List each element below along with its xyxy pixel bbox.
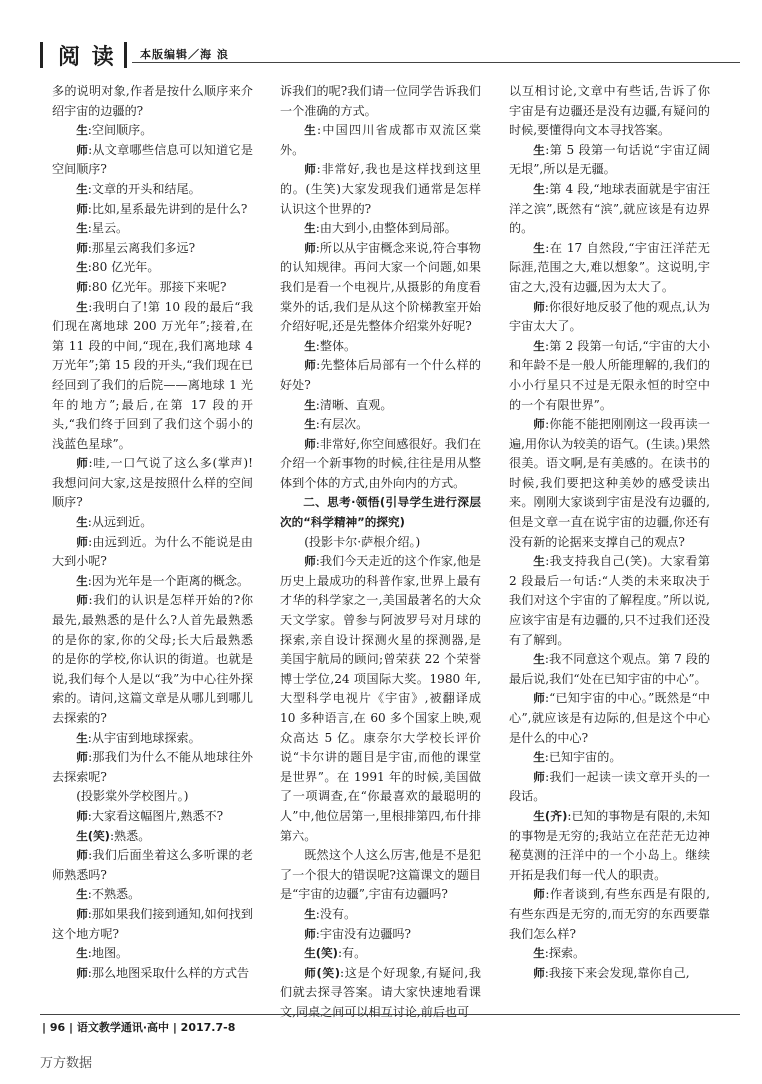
paragraph: [52, 905, 253, 944]
paragraph: (投影棠外学校图片。): [76, 789, 189, 804]
speech-text: :探索。: [544, 946, 586, 961]
footer-text: | 96 | 语文教学通讯·高中 | 2017.7-8: [42, 1021, 236, 1034]
paragraph: [52, 885, 253, 905]
paragraph: (投影卡尔·萨根介绍。): [304, 534, 421, 549]
paragraph: [52, 944, 253, 964]
paragraph: [280, 239, 481, 337]
speaker-label: 师: [76, 201, 88, 216]
speaker-label: 生(齐): [533, 808, 568, 823]
speech-text: :在 17 自然段,“宇宙汪洋茫无际涯,范围之大,难以想象”。这说明,宇宙之大,没有边疆,因为太大了。: [509, 240, 710, 294]
paragraph: 既然这个人这么厉害,他是不是犯了一个很大的错误呢?这篇课文的题目是“宇宙的边疆”,宇宙有边疆吗?: [280, 848, 481, 902]
speaker-label: 生: [533, 142, 546, 157]
paragraph: [280, 121, 481, 160]
speech-text: :作者谈到,有些东西是有限的,有些东西是无穷的,而无穷的东西要靠我们怎么样?: [509, 887, 710, 941]
speaker-label: 师: [304, 240, 316, 255]
speech-text: :我明白了!第 10 段的最后“我们现在离地球 200 万光年”;接着,在第 11 段的中间,“现在,我们离地球 4 万光年”;第 15 段的开头,“我们现在已经回到了我们的后院——离地球 1 光年的地方”;最后,在第 17 段的开头,“我们终于回到了我们这个弱小的浅蓝色星球”。: [52, 299, 253, 451]
speaker-label: 师: [533, 965, 545, 980]
paragraph: [52, 827, 253, 847]
speech-text: :清晰、直观。: [315, 397, 393, 412]
speaker-label: 生: [304, 123, 318, 138]
paragraph: [52, 533, 253, 572]
paragraph: [509, 552, 710, 650]
paragraph: [509, 415, 710, 552]
paragraph: [509, 650, 710, 689]
text-column-2: [280, 82, 481, 1019]
paragraph: [52, 748, 253, 787]
paragraph: [509, 689, 710, 748]
paragraph: [52, 298, 253, 455]
speech-text: :这是个好现象,有疑问,我们就去探寻答案。请大家快速地看课文,同桌之间可以相互讨论,前后也可: [280, 965, 481, 1019]
speech-text: :我接下来会发现,靠你自己,: [544, 965, 690, 980]
speaker-label: 师: [76, 240, 88, 255]
speaker-label: 生: [76, 181, 88, 196]
header-rule: [132, 62, 740, 63]
page-footer: [40, 1014, 740, 1036]
speaker-label: 生: [76, 221, 88, 236]
speaker-label: 生: [304, 397, 316, 412]
speech-text: :有层次。: [315, 417, 369, 432]
speaker-label: 生: [533, 652, 545, 667]
paragraph: [52, 729, 253, 749]
speaker-label: 师: [304, 926, 316, 941]
speech-text: :我们一起读一读文章开头的一段话。: [509, 769, 710, 804]
speech-text: :哇,一口气说了这么多(掌声)!我想问问大家,这是按照什么样的空间顺序?: [52, 456, 253, 510]
paragraph: [509, 885, 710, 944]
speech-text: :你能不能把刚刚这一段再读一遍,用你认为较美的语气。(生读。)果然很美。语文啊,是有美感的。在读书的时候,我们要把这种美妙的感受读出来。刚刚大家谈到宇宙是没有边疆的,但是文章一直在说宇宙的边疆,你还有没有新的论据来支撑自己的观点?: [509, 417, 710, 549]
footer-rule: [40, 1014, 740, 1015]
speech-text: :所以从宇宙概念来说,符合事物的认知规律。再问大家一个问题,如果我们是看一个电视片,从摄影的角度看棠外的话,我们是从这个阶梯教室开始介绍好呢,还是先整体介绍棠外好呢?: [280, 240, 481, 334]
paragraph: [52, 964, 253, 984]
paragraph: [280, 396, 481, 416]
speech-text: :第 5 段第一句话说“宇宙辽阔无垠”,所以是无疆。: [509, 142, 710, 177]
speaker-label: 生: [533, 338, 545, 353]
speech-text: :从宇宙到地球探索。: [87, 730, 201, 745]
paragraph: [52, 591, 253, 728]
speech-text: :我们后面坐着这么多听课的老师熟悉吗?: [52, 848, 253, 882]
speaker-label: 生: [304, 906, 316, 921]
speech-text: :你很好地反驳了他的观点,认为宇宙太大了。: [509, 299, 710, 334]
speech-text: :已知宇宙的。: [544, 750, 622, 765]
speech-text: :第 2 段第一句话,“宇宙的大小和年龄不是一般人所能理解的,我们的小小行星只不过是无限永恒的时空中的一个有限世界”。: [509, 338, 710, 412]
speaker-label: 师: [76, 279, 88, 294]
watermark: 万方数据: [40, 1056, 93, 1071]
speaker-label: 生: [533, 240, 546, 255]
speaker-label: 师: [304, 554, 316, 569]
paragraph: [52, 807, 253, 827]
speech-text: :由远到近。为什么不能说是由大到小呢?: [52, 534, 253, 569]
paragraph: [280, 219, 481, 239]
speaker-label: 生: [304, 221, 316, 236]
paragraph: [509, 298, 710, 337]
speaker-label: 生: [76, 887, 88, 902]
speaker-label: 生: [76, 515, 88, 530]
speaker-label: 师: [533, 769, 546, 784]
text-column-1: [52, 82, 253, 1004]
paragraph: 以互相讨论,文章中有些话,告诉了你宇宙是有边疆还是没有边疆,有疑问的时候,要懂得向文本寻找答案。: [509, 84, 710, 138]
speech-text: :80 亿光年。: [87, 260, 160, 275]
speaker-label: 生(笑): [76, 828, 110, 843]
speech-text: :空间顺序。: [87, 123, 153, 138]
paragraph: [280, 944, 481, 964]
speech-text: :有。: [337, 946, 367, 961]
paragraph: [509, 180, 710, 239]
speech-text: :地图。: [87, 946, 129, 961]
paragraph: [509, 337, 710, 415]
speech-text: :我不同意这个观点。第 7 段的最后说,我们“处在已知宇宙的中心”。: [509, 652, 710, 686]
paragraph: 多的说明对象,作者是按什么顺序来介绍宇宙的边疆的?: [52, 84, 253, 118]
paragraph: [509, 748, 710, 768]
speech-text: :我们的认识是怎样开始的?你最先,最熟悉的是什么?人首先最熟悉的是你的家,你的父母;长大后最熟悉的是你的学校,你认识的街道。也就是说,我们每个人是以“我”为中心往外探索的。请问,这篇文章是从哪儿到哪儿去探索的?: [52, 593, 253, 725]
paragraph: [280, 415, 481, 435]
paragraph: [52, 121, 253, 141]
speaker-label: 生(笑): [304, 946, 338, 961]
speaker-label: 师: [76, 750, 89, 765]
speaker-label: 师: [76, 142, 89, 157]
paragraph: [52, 200, 253, 220]
speaker-label: 师: [76, 456, 89, 471]
paragraph: [52, 454, 253, 513]
speech-text: :熟悉。: [109, 828, 151, 843]
speech-text: :从文章哪些信息可以知道它是空间顺序?: [52, 142, 253, 177]
speaker-label: 师: [76, 534, 89, 549]
paragraph: [509, 239, 710, 298]
speech-text: :非常好,我也是这样找到这里的。(生笑)大家发现我们通常是怎样认识这个世界的?: [280, 162, 481, 216]
speaker-label: 生: [76, 946, 88, 961]
speaker-label: 师: [533, 299, 545, 314]
section-title: 阅 读: [58, 45, 116, 70]
speaker-label: 师: [76, 965, 88, 980]
speaker-label: 生: [76, 730, 88, 745]
speaker-label: 师: [76, 593, 89, 608]
paragraph: [52, 219, 253, 239]
paragraph: [52, 141, 253, 180]
speech-text: :大家看这幅图片,熟悉不?: [87, 808, 224, 823]
speaker-label: 生: [533, 181, 545, 196]
speech-text: :宇宙没有边疆吗?: [315, 926, 412, 941]
editor-credit: 本版编辑／海 浪: [140, 48, 229, 61]
paragraph: [509, 141, 710, 180]
speech-text: :从远到近。: [87, 515, 153, 530]
paragraph: [52, 846, 253, 885]
paragraph: [509, 768, 710, 807]
speaker-label: 师: [304, 162, 317, 177]
speech-text: :中国四川省成都市双流区棠外。: [280, 123, 481, 157]
paragraph: [280, 356, 481, 395]
speech-text: :那我们为什么不能从地球往外去探索呢?: [52, 750, 253, 784]
section-heading: 二、思考·领悟(引导学生进行深层次的“科学精神”的探究): [280, 495, 481, 530]
page-header: [40, 40, 740, 76]
paragraph: 诉我们的呢?我们请一位同学告诉我们一个准确的方式。: [280, 84, 481, 118]
speaker-label: 生: [76, 299, 89, 314]
speaker-label: 师: [304, 358, 317, 373]
paragraph: [280, 925, 481, 945]
speech-text: :非常好,你空间感很好。我们在介绍一个新事物的时候,往往是用从整体到个体的方式,由外向内的方式。: [280, 436, 481, 490]
speaker-label: 生: [76, 260, 88, 275]
paragraph: [509, 964, 710, 984]
speech-text: :那如果我们接到通知,如何找到这个地方呢?: [52, 906, 253, 941]
speaker-label: 师: [533, 691, 546, 706]
speaker-label: 生: [76, 573, 88, 588]
speech-text: :不熟悉。: [87, 887, 141, 902]
speech-text: :星云。: [87, 221, 129, 236]
paragraph: [52, 278, 253, 298]
speech-text: :先整体后局部有一个什么样的好处?: [280, 358, 481, 392]
speech-text: :没有。: [315, 906, 357, 921]
speech-text: :“已知宇宙的中心。”既然是“中心”,就应该是有边际的,但是这个中心是什么的中心?: [509, 691, 710, 745]
paragraph: [52, 572, 253, 592]
speech-text: :已知的事物是有限的,未知的事物是无穷的;我站立在茫茫无边神秘莫测的汪洋中的一个小岛上。继续开拓是我们每一代人的职责。: [509, 808, 710, 882]
speaker-label: 生: [533, 946, 545, 961]
paragraph: [509, 807, 710, 885]
speech-text: :因为光年是一个距离的概念。: [87, 573, 250, 588]
paragraph: [280, 435, 481, 494]
speaker-label: 师: [533, 887, 546, 902]
speaker-label: 师: [533, 417, 546, 432]
speech-text: :那星云离我们多远?: [87, 240, 196, 255]
speech-text: :80 亿光年。那接下来呢?: [87, 279, 227, 294]
speaker-label: 师: [304, 436, 316, 451]
speech-text: :第 4 段,“地球表面就是宇宙汪洋之滨”,既然有“滨”,就应该是有边界的。: [509, 181, 710, 236]
speech-text: :那么地图采取什么样的方式告: [87, 965, 250, 980]
paragraph: [280, 160, 481, 219]
paragraph: [52, 513, 253, 533]
speaker-label: 生: [533, 750, 545, 765]
speech-text: :文章的开头和结尾。: [87, 181, 201, 196]
speaker-label: 师: [76, 906, 88, 921]
speaker-label: 师(笑): [304, 965, 341, 980]
speech-text: :我们今天走近的这个作家,他是历史上最成功的科普作家,世界上最有才华的科学家之一,美国最著名的大众天文学家。曾参与阿波罗号对月球的探索,亲自设计探测火星的探测器,是美国宇航局的顾问;曾荣获 22 个荣誉博士学位,24 项国际大奖。1980 年,大型科学电视片《宇宙》,被翻译成 10 多种语言,在 60 多个国家上映,观众高达 5 亿。康奈尔大学校长评价说“卡尔讲的题目是宇宙,而他的课堂是世界”。在 1991 年的时候,美国做了一项调查,在“你最喜欢的最聪明的人”中,他位居第一,里根排第四,布什排第六。: [280, 554, 481, 843]
speaker-label: 生: [533, 554, 546, 569]
header-bar-left: [40, 42, 43, 68]
speaker-label: 师: [76, 808, 88, 823]
speaker-label: 生: [304, 338, 316, 353]
paragraph: [52, 258, 253, 278]
paragraph: [280, 905, 481, 925]
speaker-label: 生: [304, 417, 316, 432]
paragraph: [52, 239, 253, 259]
speech-text: :我支持我自己(笑)。大家看第 2 段最后一句话:“人类的未来取决于我们对这个宇宙的了解程度。”所以说,应该宇宙是有边疆的,只不过我们还没有了解到。: [509, 554, 710, 647]
speech-text: :整体。: [315, 338, 357, 353]
paragraph: [52, 180, 253, 200]
paragraph: [509, 944, 710, 964]
paragraph: [280, 337, 481, 357]
header-bar-right: [124, 42, 127, 68]
paragraph: [280, 552, 481, 846]
text-column-3: [509, 82, 710, 1004]
speaker-label: 师: [76, 848, 89, 863]
speaker-label: 生: [76, 123, 88, 138]
speech-text: :比如,星系最先讲到的是什么?: [87, 201, 248, 216]
speech-text: :由大到小,由整体到局部。: [315, 221, 457, 236]
